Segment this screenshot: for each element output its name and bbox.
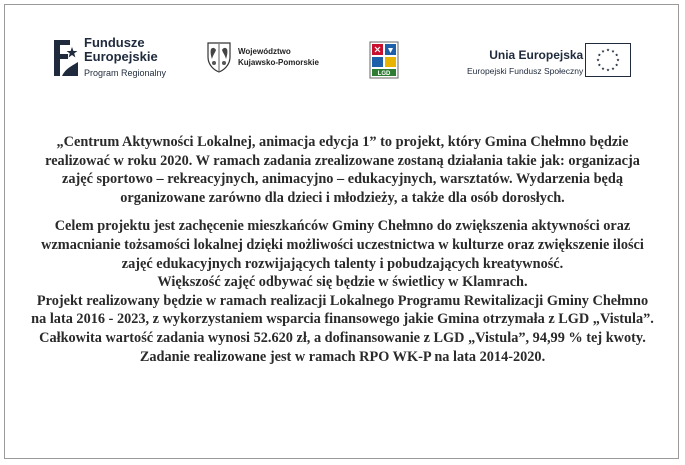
kp-title-line1: Województwo (238, 47, 291, 56)
fe-title-line2: Europejskie (84, 49, 158, 64)
logo-kujawsko-pomorskie (206, 41, 319, 73)
paragraph-location: Większość zajęć odbywać się będzie w świetlicy w Klamrach. (157, 274, 528, 291)
paragraph-goal: Celem projektu jest zachęcenie mieszkańców Gminy Chełmno do zwiększenia aktywności oraz wzmacnianie tożsamości lokalnej dzięki możliwości uczestnictwa w kulturze oraz zwiększenie ilości zajęć edukacyjnych rozwijających talenty i pobudzających kreatywność. (41, 218, 644, 272)
paragraph-funding: Projekt realizowany będzie w ramach realizacji Lokalnego Programu Rewitalizacji Gminy Chełmno na lata 2016 - 2023, z wykorzystaniem wsparcia finansowego jakie Gmina otrzymała z LGD „Vistula”. Całkowita wartość zadania wynosi 52.620 zł, a dofinansowanie z LGD „Vistula”, 94,99 % tej kwoty. (31, 292, 654, 346)
ue-title: Unia Europejska (489, 48, 584, 62)
logo-unia-europejska (467, 48, 583, 78)
project-description (30, 133, 655, 366)
ue-subtitle: Europejski Fundusz Społeczny (467, 66, 584, 76)
lgd-label: LGD (377, 71, 391, 77)
griffin-crest-icon (206, 41, 232, 73)
fe-title-line1: Fundusze (84, 35, 145, 50)
fe-star-figure-icon (52, 38, 80, 78)
paragraph-program: Zadanie realizowane jest w ramach RPO WK-P na lata 2014-2020. (139, 348, 546, 365)
lgd-crest-icon (369, 41, 399, 79)
paragraph-intro: „Centrum Aktywności Lokalnej, animacja edycja 1” to projekt, który Gmina Chełmno będzie realizować w roku 2020. W ramach zadania zrealizowane zostaną działania takie jak: organizacja zajęć sportowo – rekreacyjnych, animacyjno – edukacyjnych, warsztatów. Wydarzenia będą organizowane zarówno dla dzieci i młodzieży, a także dla osób dorosłych. (45, 134, 640, 206)
logo-bar (0, 0, 685, 110)
eu-flag-icon (585, 43, 631, 77)
logo-fundusze-europejskie (52, 36, 166, 80)
kp-title-line2: Kujawsko-Pomorskie (238, 58, 319, 67)
logo-lgd (369, 41, 399, 79)
fe-subtitle: Program Regionalny (84, 68, 167, 78)
